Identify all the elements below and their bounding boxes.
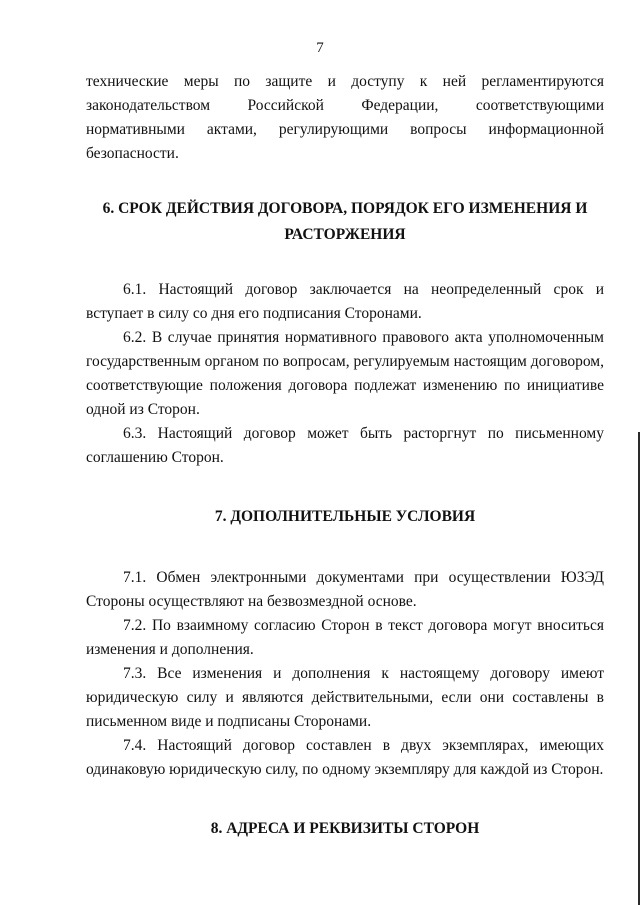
clause-7-1: 7.1. Обмен электронными документами при осуществлении ЮЗЭД Стороны осуществляют на безвозмездной основе.: [86, 569, 604, 610]
clause-6-2: 6.2. В случае принятия нормативного правового акта уполномоченным государственным органом по вопросам, регулируемым настоящим договором, соответствующие положения договора подлежат изменению по инициативе одной из Сторон.: [86, 329, 604, 418]
clause-6-3: 6.3. Настоящий договор может быть расторгнут по письменному соглашению Сторон.: [86, 425, 604, 466]
document-body: [86, 70, 604, 842]
clause-7-4: 7.4. Настоящий договор составлен в двух экземплярах, имеющих одинаковую юридическую силу, по одному экземпляру для каждой из Сторон.: [86, 737, 604, 778]
clause-7-2: 7.2. По взаимному согласию Сторон в текст договора могут вноситься изменения и дополнения.: [86, 617, 604, 658]
section-8-heading: 8. АДРЕСА И РЕКВИЗИТЫ СТОРОН: [210, 820, 480, 837]
section-7-heading: 7. ДОПОЛНИТЕЛЬНЫЕ УСЛОВИЯ: [214, 508, 476, 525]
section-6-heading: 6. СРОК ДЕЙСТВИЯ ДОГОВОРА, ПОРЯДОК ЕГО ИЗМЕНЕНИЯ И РАСТОРЖЕНИЯ: [102, 200, 588, 243]
intro-paragraph: технические меры по защите и доступу к ней регламентируются законодательством Российской Федерации, соответствующими нормативными актами, регулирующими вопросы информационной безопасности.: [86, 73, 604, 162]
clause-6-1: 6.1. Настоящий договор заключается на неопределенный срок и вступает в силу со дня его подписания Сторонами.: [86, 281, 604, 322]
clause-7-3: 7.3. Все изменения и дополнения к настоящему договору имеют юридическую силу и являются действительными, если они составлены в письменном виде и подписаны Сторонами.: [86, 665, 604, 730]
page-number: 7: [316, 40, 324, 56]
